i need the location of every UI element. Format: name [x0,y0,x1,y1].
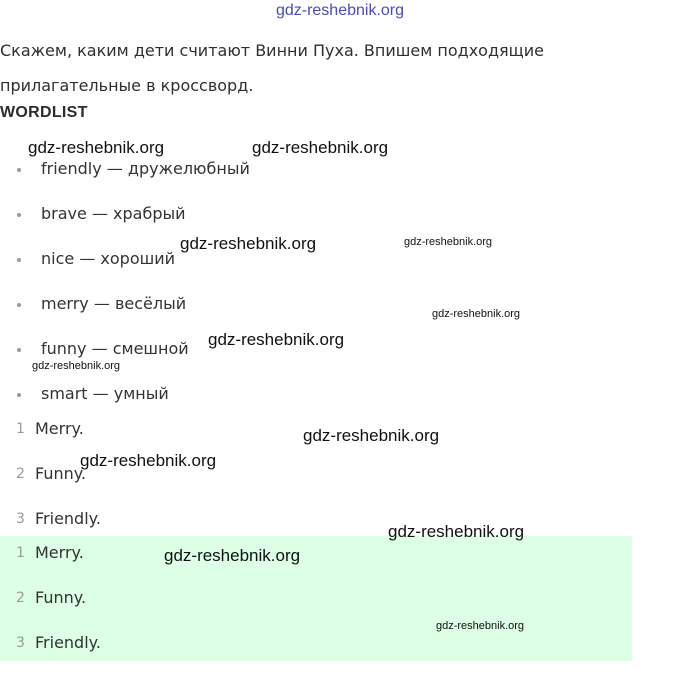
watermark: gdz-reshebnik.org [404,236,493,248]
answer-number: 2 [16,466,25,482]
watermark: gdz-reshebnik.org [80,451,217,470]
answer-number: 1 [16,421,25,437]
word-entry: brave — храбрый [41,204,186,223]
watermark: gdz-reshebnik.org [164,546,301,565]
bullet-icon [17,213,21,217]
watermark: gdz-reshebnik.org [180,234,317,253]
answer-text: Friendly. [35,633,101,652]
bullet-icon [17,303,21,307]
answer-number: 1 [16,545,25,561]
answer-text: Funny. [35,588,87,607]
bullet-icon [17,168,21,172]
answer-text: Funny. [35,464,87,483]
watermark: gdz-reshebnik.org [252,138,389,157]
word-entry: smart — умный [41,384,169,403]
answer-number: 2 [16,590,25,606]
intro-text: Скажем, каким дети считают Винни Пуха. Впишем подходящие прилагательные в кроссворд. [0,41,544,95]
wordlist-heading: WORDLIST [0,104,88,121]
bullet-icon [17,258,21,262]
word-entry: funny — смешной [41,339,189,358]
answer-text: Merry. [35,419,84,438]
watermark: gdz-reshebnik.org [28,138,165,157]
watermark: gdz-reshebnik.org [208,330,345,349]
watermark: gdz-reshebnik.org [436,620,525,632]
watermark: gdz-reshebnik.org [303,426,440,445]
watermark: gdz-reshebnik.org [388,522,525,541]
answer-number: 3 [16,511,25,527]
answer-text: Merry. [35,543,84,562]
word-entry: merry — весёлый [41,294,187,313]
bullet-icon [17,348,21,352]
watermark: gdz-reshebnik.org [32,360,121,372]
word-entry: friendly — дружелюбный [41,159,250,178]
answer-text: Friendly. [35,509,101,528]
bullet-icon [17,393,21,397]
watermark-top: gdz-reshebnik.org [275,2,405,19]
word-entry: nice — хороший [41,249,176,268]
answer-number: 3 [16,635,25,651]
watermark: gdz-reshebnik.org [432,308,521,320]
